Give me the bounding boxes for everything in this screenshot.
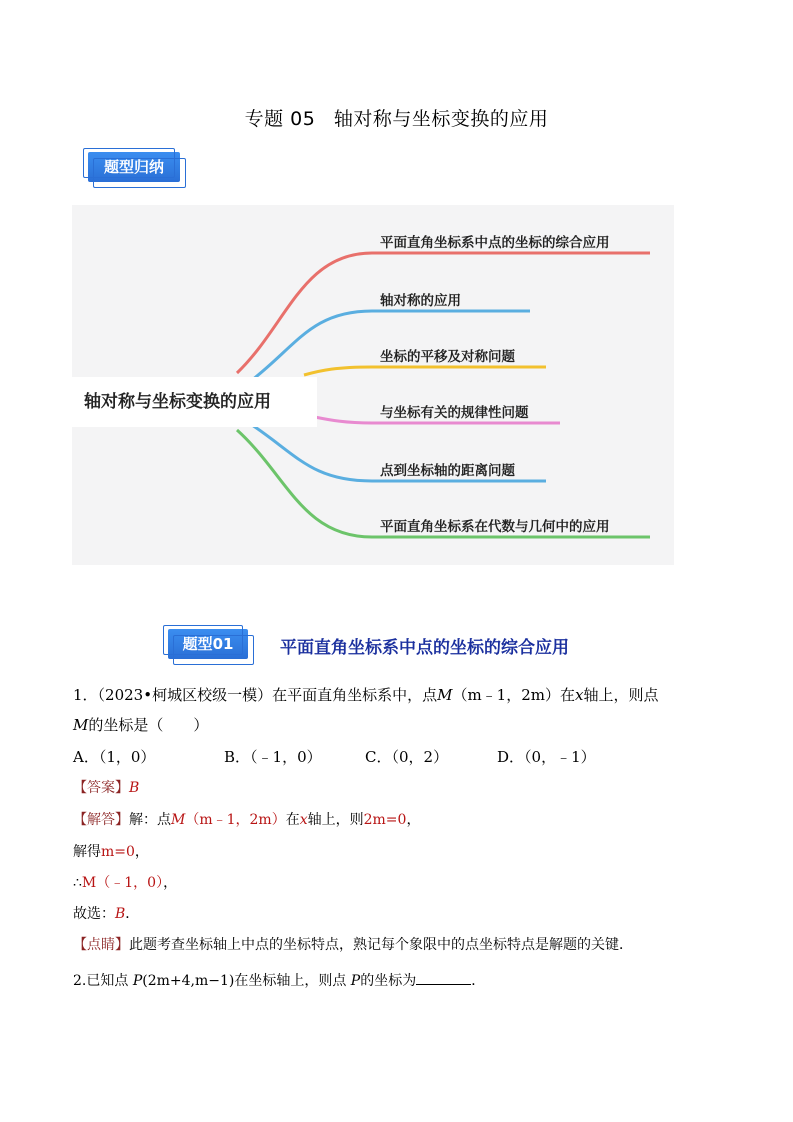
document-title <box>0 104 793 131</box>
connector-3 <box>304 367 546 375</box>
tag-type-01 <box>168 629 248 659</box>
q1-coords: （m﹣1，2m） <box>452 686 560 704</box>
mind-map-branch-5: 点到坐标轴的距离问题 <box>380 463 515 479</box>
q2-end: ． <box>471 973 486 989</box>
mind-map-root: 轴对称与坐标变换的应用 <box>72 377 317 427</box>
tag-type-01-label: 题型01 <box>182 635 234 653</box>
q2-stem <box>73 970 485 990</box>
q2-point-P: P <box>132 973 143 989</box>
mind-map-branch-2: 轴对称的应用 <box>380 293 461 309</box>
q1-solution-line4 <box>73 903 139 923</box>
tag-summary-label: 题型归纳 <box>103 158 164 176</box>
section-title: 平面直角坐标系中点的坐标的综合应用 <box>280 638 569 658</box>
q1-point-M-2: M <box>73 716 89 734</box>
solution-4b: B <box>115 906 126 922</box>
q2-number: 2. <box>73 973 87 989</box>
q1-option-b: B．（﹣1，0） <box>224 748 322 766</box>
q1-option-a: A．（1，0） <box>73 748 156 766</box>
mind-map <box>72 205 674 565</box>
answer-value: B <box>129 780 140 796</box>
q1-answer <box>73 777 139 797</box>
solution-point-M: M <box>171 812 186 828</box>
q1-option-c: C．（0，2） <box>365 748 449 766</box>
comment-label: 【点睛】 <box>73 937 129 953</box>
solution-1f: ， <box>406 812 421 828</box>
title-main: 轴对称与坐标变换的应用 <box>333 108 549 130</box>
q2-expression: (2m+4,m−1) <box>142 973 235 989</box>
mind-map-branch-6: 平面直角坐标系在代数与几何中的应用 <box>380 519 610 535</box>
q1-stem-b: 在 <box>560 686 576 704</box>
solution-2c: ， <box>134 844 149 860</box>
q2-stem-b: 在坐标轴上，则点 <box>234 973 347 989</box>
solution-1c: 在 <box>285 812 300 828</box>
q2-answer-blank[interactable] <box>416 970 471 985</box>
q1-number: 1． <box>73 686 98 704</box>
mind-map-branch-3: 坐标的平移及对称问题 <box>380 349 515 365</box>
solution-1e: 2m=0 <box>363 812 407 828</box>
q1-option-d: D．（0，﹣1） <box>497 748 596 766</box>
solution-1d: 轴上，则 <box>307 812 364 828</box>
solution-2a: 解得 <box>73 844 101 860</box>
solution-3c: ， <box>163 875 178 891</box>
solution-1a: 解：点 <box>129 812 171 828</box>
solution-4c: ． <box>125 906 140 922</box>
solution-1b: （m﹣1，2m） <box>185 812 286 828</box>
q1-source: （2023•柯城区校级一模） <box>97 686 273 704</box>
q1-solution-line3 <box>73 872 177 892</box>
solution-3a: ∴ <box>73 875 82 891</box>
solution-4a: 故选： <box>73 906 115 922</box>
solution-2b: m=0 <box>101 844 135 860</box>
answer-label: 【答案】 <box>73 780 129 796</box>
q1-x-axis: x <box>575 686 584 704</box>
q2-point-P-2: P <box>350 973 361 989</box>
q1-comment <box>73 934 633 954</box>
solution-x: x <box>299 812 308 828</box>
tag-summary <box>88 152 180 182</box>
q1-stem-line1 <box>73 684 659 705</box>
q1-point-M: M <box>437 686 453 704</box>
q1-stem-line2 <box>73 714 208 735</box>
q1-stem-d: 的坐标是（ ） <box>88 716 209 734</box>
comment-text: 此题考查坐标轴上中点的坐标特点，熟记每个象限中的点坐标特点是解题的关键． <box>129 937 633 953</box>
title-prefix: 专题 05 <box>244 108 316 130</box>
q2-stem-a: 已知点 <box>86 973 129 989</box>
q2-stem-c: 的坐标为 <box>360 973 417 989</box>
solution-label: 【解答】 <box>73 812 129 828</box>
mind-map-branch-1: 平面直角坐标系中点的坐标的综合应用 <box>380 235 610 251</box>
q1-stem-a: 在平面直角坐标系中，点 <box>272 686 438 704</box>
q1-stem-c: 轴上，则点 <box>583 686 659 704</box>
q1-solution-line1 <box>73 809 420 829</box>
solution-3b: M（﹣1，0） <box>81 875 164 891</box>
q1-solution-line2 <box>73 841 149 861</box>
mind-map-branch-4: 与坐标有关的规律性问题 <box>380 405 529 421</box>
